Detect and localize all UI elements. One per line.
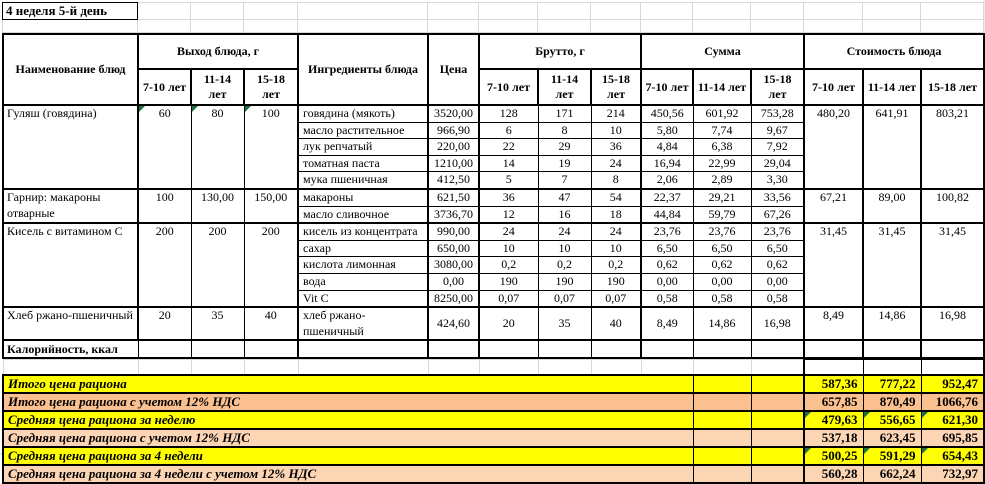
cell-sum[interactable]: 2,06: [641, 172, 693, 189]
cell-output[interactable]: 40: [244, 307, 298, 340]
cell-gross[interactable]: 36: [479, 189, 538, 206]
cell-ingredient[interactable]: говядина (мякоть): [298, 105, 428, 122]
summary-value[interactable]: 479,63: [804, 411, 863, 429]
empty-cell[interactable]: [244, 20, 298, 33]
column-header[interactable]: 11-14 лет: [191, 69, 244, 105]
summary-empty-cell[interactable]: [751, 447, 804, 465]
summary-empty-cell[interactable]: [693, 447, 751, 465]
summary-value[interactable]: 591,29: [863, 447, 921, 465]
column-header[interactable]: 15-18 лет: [751, 69, 804, 105]
cell-gross[interactable]: 190: [479, 273, 538, 290]
summary-value[interactable]: 621,30: [921, 411, 984, 429]
cell-output[interactable]: 20: [138, 307, 191, 340]
summary-empty-cell[interactable]: [693, 465, 751, 483]
empty-cell[interactable]: [428, 3, 479, 20]
empty-cell[interactable]: [591, 360, 641, 375]
cell-price[interactable]: 1210,00: [428, 155, 479, 172]
cell-gross[interactable]: 10: [538, 240, 591, 257]
cell-sum[interactable]: 0,00: [641, 273, 693, 290]
summary-value[interactable]: 654,43: [921, 447, 984, 465]
cost-column-cell[interactable]: [921, 360, 984, 375]
error-indicator-icon: [245, 106, 251, 112]
cell-sum[interactable]: 0,62: [641, 257, 693, 274]
column-header[interactable]: Сумма: [641, 34, 804, 69]
cell-ingredient[interactable]: масло сливочное: [298, 206, 428, 223]
cell-sum[interactable]: 44,84: [641, 206, 693, 223]
empty-cell[interactable]: [191, 360, 244, 375]
cell-sum[interactable]: 601,92: [693, 105, 751, 122]
cell-dish-cost[interactable]: 100,82: [921, 189, 984, 223]
empty-cell[interactable]: [138, 360, 191, 375]
column-header[interactable]: 7-10 лет: [479, 69, 538, 105]
cell-gross[interactable]: 8: [538, 122, 591, 139]
column-header[interactable]: 15-18 лет: [591, 69, 641, 105]
empty-cell[interactable]: [298, 20, 428, 33]
summary-value[interactable]: 560,28: [804, 465, 863, 483]
cell-sum[interactable]: 22,99: [693, 155, 751, 172]
empty-cell[interactable]: [191, 3, 244, 20]
cell-sum[interactable]: 8,49: [641, 307, 693, 340]
empty-cell[interactable]: [751, 3, 804, 20]
summary-empty-cell[interactable]: [693, 429, 751, 447]
error-indicator-icon: [864, 412, 870, 418]
summary-value[interactable]: 732,97: [921, 465, 984, 483]
cell-dish-cost[interactable]: 16,98: [921, 307, 984, 340]
column-header[interactable]: Ингредиенты блюда: [298, 34, 428, 105]
sheet-title-cell[interactable]: 4 неделя 5-й день: [3, 3, 138, 20]
cell-sum[interactable]: 9,67: [751, 122, 804, 139]
cell-output[interactable]: 80: [191, 105, 244, 189]
cell-dish-name[interactable]: Кисель с витамином С: [3, 223, 138, 307]
empty-cell[interactable]: [591, 20, 641, 33]
cell-gross[interactable]: 10: [479, 240, 538, 257]
empty-cell[interactable]: [591, 3, 641, 20]
empty-cell[interactable]: [298, 3, 428, 20]
cell-gross[interactable]: 14: [479, 155, 538, 172]
column-header[interactable]: Стоимость блюда: [804, 34, 984, 69]
error-indicator-icon: [192, 106, 198, 112]
cell-dish-cost[interactable]: 67,21: [804, 189, 863, 223]
menu-cost-table: [2, 33, 985, 359]
summary-value[interactable]: 587,36: [804, 375, 863, 393]
cell-price[interactable]: 3520,00: [428, 105, 479, 122]
cell-gross[interactable]: 24: [591, 223, 641, 240]
empty-cell[interactable]: [479, 360, 538, 375]
cell-sum[interactable]: 7,74: [693, 122, 751, 139]
summary-table: [2, 359, 985, 484]
cell-output[interactable]: 35: [191, 307, 244, 340]
column-header[interactable]: 7-10 лет: [804, 69, 863, 105]
cell-sum[interactable]: 6,50: [751, 240, 804, 257]
empty-cell[interactable]: [641, 3, 693, 20]
cell-gross[interactable]: 128: [479, 105, 538, 122]
cell-dish-cost[interactable]: 480,20: [804, 105, 863, 189]
cell-output[interactable]: 60: [138, 105, 191, 189]
cell-sum[interactable]: 14,86: [693, 307, 751, 340]
cell-gross[interactable]: 0,2: [591, 257, 641, 274]
cell-ingredient[interactable]: лук репчатый: [298, 139, 428, 156]
cell-gross[interactable]: 20: [479, 307, 538, 340]
cell-ingredient[interactable]: кисель из концентрата: [298, 223, 428, 240]
empty-cell[interactable]: [3, 360, 138, 375]
cell-price[interactable]: 0,00: [428, 273, 479, 290]
empty-cell[interactable]: [921, 20, 984, 33]
empty-cell[interactable]: [244, 3, 298, 20]
cell-sum[interactable]: 23,76: [641, 223, 693, 240]
summary-empty-cell[interactable]: [751, 411, 804, 429]
cell-ingredient[interactable]: Vit C: [298, 290, 428, 307]
cell-ingredient[interactable]: хлеб ржано-пшеничный: [298, 307, 428, 340]
summary-empty-cell[interactable]: [751, 375, 804, 393]
cell-output[interactable]: 200: [138, 223, 191, 307]
cell-sum[interactable]: 29,21: [693, 189, 751, 206]
cell-sum[interactable]: 59,79: [693, 206, 751, 223]
cell-sum[interactable]: 3,30: [751, 172, 804, 189]
cell-gross[interactable]: 0,2: [538, 257, 591, 274]
summary-label[interactable]: Средняя цена рациона с учетом 12% НДС: [3, 429, 693, 447]
cell-gross[interactable]: 40: [591, 307, 641, 340]
cell-gross[interactable]: 29: [538, 139, 591, 156]
top-grid: [2, 2, 984, 33]
column-header[interactable]: 7-10 лет: [138, 69, 191, 105]
empty-cell[interactable]: [863, 3, 921, 20]
cell-price[interactable]: 990,00: [428, 223, 479, 240]
cell-gross[interactable]: 16: [538, 206, 591, 223]
cell-gross[interactable]: 18: [591, 206, 641, 223]
cell-sum[interactable]: 0,00: [693, 273, 751, 290]
cell-dish-cost[interactable]: 803,21: [921, 105, 984, 189]
error-indicator-icon: [864, 448, 870, 454]
cell-gross[interactable]: 0,2: [479, 257, 538, 274]
cell-sum[interactable]: 23,76: [751, 223, 804, 240]
summary-value[interactable]: 952,47: [921, 375, 984, 393]
empty-cell[interactable]: [138, 20, 191, 33]
column-header[interactable]: 15-18 лет: [244, 69, 298, 105]
cell-sum[interactable]: 6,38: [693, 139, 751, 156]
cell-ingredient[interactable]: сахар: [298, 240, 428, 257]
summary-value[interactable]: 657,85: [804, 393, 863, 411]
summary-value[interactable]: 623,45: [863, 429, 921, 447]
cell-output[interactable]: 150,00: [244, 189, 298, 223]
cell-dish-cost[interactable]: 14,86: [863, 307, 921, 340]
cell-sum[interactable]: 23,76: [693, 223, 751, 240]
cell-dish-cost[interactable]: 8,49: [804, 307, 863, 340]
cell-price[interactable]: 3736,70: [428, 206, 479, 223]
cell-ingredient[interactable]: вода: [298, 273, 428, 290]
cell-sum[interactable]: 0,58: [641, 290, 693, 307]
empty-cell[interactable]: [244, 360, 298, 375]
cell-sum[interactable]: 5,80: [641, 122, 693, 139]
empty-cell[interactable]: [538, 20, 591, 33]
cell-sum[interactable]: 0,62: [751, 257, 804, 274]
summary-label[interactable]: Средняя цена рациона за 4 недели с учетом 12% НДС: [3, 465, 693, 483]
summary-value[interactable]: 777,22: [863, 375, 921, 393]
cell-calories-label[interactable]: Калорийность, ккал: [3, 340, 138, 358]
summary-value[interactable]: 1066,76: [921, 393, 984, 411]
column-header[interactable]: 11-14 лет: [693, 69, 751, 105]
cell-gross[interactable]: 47: [538, 189, 591, 206]
cost-column-cell[interactable]: [863, 360, 921, 375]
cell-gross[interactable]: 22: [479, 139, 538, 156]
cell-gross[interactable]: 214: [591, 105, 641, 122]
error-indicator-icon: [805, 448, 811, 454]
cell-output[interactable]: 100: [244, 105, 298, 189]
cell-gross[interactable]: 10: [591, 240, 641, 257]
cell-price[interactable]: 650,00: [428, 240, 479, 257]
error-indicator-icon: [922, 412, 928, 418]
cell-gross[interactable]: 10: [591, 122, 641, 139]
cell-ingredient[interactable]: масло растительное: [298, 122, 428, 139]
cell-empty[interactable]: [863, 340, 921, 358]
cell-gross[interactable]: 171: [538, 105, 591, 122]
empty-cell[interactable]: [538, 360, 591, 375]
empty-cell[interactable]: [479, 3, 538, 20]
empty-cell[interactable]: [921, 3, 984, 20]
column-header[interactable]: 15-18 лет: [921, 69, 984, 105]
empty-cell[interactable]: [804, 20, 863, 33]
summary-value[interactable]: 537,18: [804, 429, 863, 447]
cell-gross[interactable]: 7: [538, 172, 591, 189]
cell-dish-cost[interactable]: 641,91: [863, 105, 921, 189]
cell-sum[interactable]: 753,28: [751, 105, 804, 122]
column-header[interactable]: Цена: [428, 34, 479, 105]
cell-gross[interactable]: 190: [591, 273, 641, 290]
cell-sum[interactable]: 6,50: [641, 240, 693, 257]
cell-empty[interactable]: [591, 340, 641, 358]
cell-gross[interactable]: 35: [538, 307, 591, 340]
summary-label[interactable]: Итого цена рациона с учетом 12% НДС: [3, 393, 693, 411]
column-header[interactable]: Брутто, г: [479, 34, 641, 69]
cell-empty[interactable]: [428, 340, 479, 358]
cell-empty[interactable]: [751, 340, 804, 358]
cell-price[interactable]: 621,50: [428, 189, 479, 206]
cell-empty[interactable]: [479, 340, 538, 358]
column-header[interactable]: 11-14 лет: [538, 69, 591, 105]
summary-label[interactable]: Итого цена рациона: [3, 375, 693, 393]
summary-empty-cell[interactable]: [693, 375, 751, 393]
cell-gross[interactable]: 24: [479, 223, 538, 240]
empty-cell[interactable]: [693, 20, 751, 33]
cell-dish-cost[interactable]: 31,45: [804, 223, 863, 307]
cell-gross[interactable]: 5: [479, 172, 538, 189]
cost-column-cell[interactable]: [804, 360, 863, 375]
cell-ingredient[interactable]: макароны: [298, 189, 428, 206]
cell-gross[interactable]: 36: [591, 139, 641, 156]
cell-sum[interactable]: 6,50: [693, 240, 751, 257]
empty-cell[interactable]: [804, 3, 863, 20]
cell-gross[interactable]: 24: [591, 155, 641, 172]
cell-output[interactable]: 100: [138, 189, 191, 223]
cell-sum[interactable]: 29,04: [751, 155, 804, 172]
empty-cell[interactable]: [751, 20, 804, 33]
cell-output[interactable]: 200: [244, 223, 298, 307]
summary-value[interactable]: 500,25: [804, 447, 863, 465]
cell-sum[interactable]: 0,00: [751, 273, 804, 290]
cell-price[interactable]: 966,90: [428, 122, 479, 139]
cell-sum[interactable]: 67,26: [751, 206, 804, 223]
cell-gross[interactable]: 190: [538, 273, 591, 290]
empty-cell[interactable]: [641, 360, 693, 375]
empty-cell[interactable]: [863, 20, 921, 33]
cell-sum[interactable]: 16,98: [751, 307, 804, 340]
column-header[interactable]: Наименование блюд: [3, 34, 138, 105]
cell-gross[interactable]: 19: [538, 155, 591, 172]
cell-empty[interactable]: [298, 340, 428, 358]
cell-empty[interactable]: [693, 340, 751, 358]
cell-sum[interactable]: 22,37: [641, 189, 693, 206]
cell-ingredient[interactable]: кислота лимонная: [298, 257, 428, 274]
empty-cell[interactable]: [428, 20, 479, 33]
summary-value[interactable]: 662,24: [863, 465, 921, 483]
cell-price[interactable]: 220,00: [428, 139, 479, 156]
cell-gross[interactable]: 12: [479, 206, 538, 223]
cell-sum[interactable]: 33,56: [751, 189, 804, 206]
cell-gross[interactable]: 6: [479, 122, 538, 139]
summary-value[interactable]: 870,49: [863, 393, 921, 411]
summary-empty-cell[interactable]: [751, 465, 804, 483]
cell-gross[interactable]: 54: [591, 189, 641, 206]
error-indicator-icon: [805, 412, 811, 418]
empty-cell[interactable]: [191, 20, 244, 33]
cell-empty[interactable]: [138, 340, 191, 358]
empty-cell[interactable]: [693, 3, 751, 20]
summary-value[interactable]: 695,85: [921, 429, 984, 447]
cell-empty[interactable]: [641, 340, 693, 358]
summary-empty-cell[interactable]: [693, 411, 751, 429]
summary-label[interactable]: Средняя цена рациона за неделю: [3, 411, 693, 429]
error-indicator-icon: [922, 448, 928, 454]
cell-sum[interactable]: 0,58: [751, 290, 804, 307]
empty-cell[interactable]: [3, 20, 138, 33]
cell-gross[interactable]: 0,07: [591, 290, 641, 307]
column-header[interactable]: 7-10 лет: [641, 69, 693, 105]
cell-dish-name[interactable]: Хлеб ржано-пшеничный: [3, 307, 138, 340]
empty-cell[interactable]: [641, 20, 693, 33]
cell-sum[interactable]: 7,92: [751, 139, 804, 156]
empty-cell[interactable]: [138, 3, 191, 20]
cell-ingredient[interactable]: мука пшеничная: [298, 172, 428, 189]
cell-empty[interactable]: [244, 340, 298, 358]
summary-empty-cell[interactable]: [751, 429, 804, 447]
cell-empty[interactable]: [191, 340, 244, 358]
cell-sum[interactable]: 2,89: [693, 172, 751, 189]
cell-gross[interactable]: 24: [538, 223, 591, 240]
summary-empty-cell[interactable]: [751, 393, 804, 411]
cell-dish-name[interactable]: Гарнир: макароны отварные: [3, 189, 138, 223]
cell-output[interactable]: 200: [191, 223, 244, 307]
cell-price[interactable]: 424,60: [428, 307, 479, 340]
column-header[interactable]: Выход блюда, г: [138, 34, 298, 69]
cell-sum[interactable]: 16,94: [641, 155, 693, 172]
cell-sum[interactable]: 0,62: [693, 257, 751, 274]
cell-dish-name[interactable]: Гуляш (говядина): [3, 105, 138, 189]
cell-gross[interactable]: 0,07: [538, 290, 591, 307]
cell-output[interactable]: 130,00: [191, 189, 244, 223]
cell-sum[interactable]: 0,58: [693, 290, 751, 307]
cell-empty[interactable]: [538, 340, 591, 358]
cell-dish-cost[interactable]: 31,45: [863, 223, 921, 307]
summary-value[interactable]: 556,65: [863, 411, 921, 429]
empty-cell[interactable]: [479, 20, 538, 33]
empty-cell[interactable]: [538, 3, 591, 20]
column-header[interactable]: 11-14 лет: [863, 69, 921, 105]
cell-price[interactable]: 8250,00: [428, 290, 479, 307]
cell-price[interactable]: 412,50: [428, 172, 479, 189]
cell-empty[interactable]: [804, 340, 863, 358]
error-indicator-icon: [139, 106, 145, 112]
cell-dish-cost[interactable]: 31,45: [921, 223, 984, 307]
summary-empty-cell[interactable]: [693, 393, 751, 411]
cell-price[interactable]: 3080,00: [428, 257, 479, 274]
summary-label[interactable]: Средняя цена рациона за 4 недели: [3, 447, 693, 465]
cell-empty[interactable]: [921, 340, 984, 358]
empty-cell[interactable]: [428, 360, 479, 375]
cell-gross[interactable]: 8: [591, 172, 641, 189]
empty-cell[interactable]: [751, 360, 804, 375]
empty-cell[interactable]: [693, 360, 751, 375]
cell-gross[interactable]: 0,07: [479, 290, 538, 307]
cell-dish-cost[interactable]: 89,00: [863, 189, 921, 223]
empty-cell[interactable]: [298, 360, 428, 375]
cell-sum[interactable]: 450,56: [641, 105, 693, 122]
cell-ingredient[interactable]: томатная паста: [298, 155, 428, 172]
cell-sum[interactable]: 4,84: [641, 139, 693, 156]
